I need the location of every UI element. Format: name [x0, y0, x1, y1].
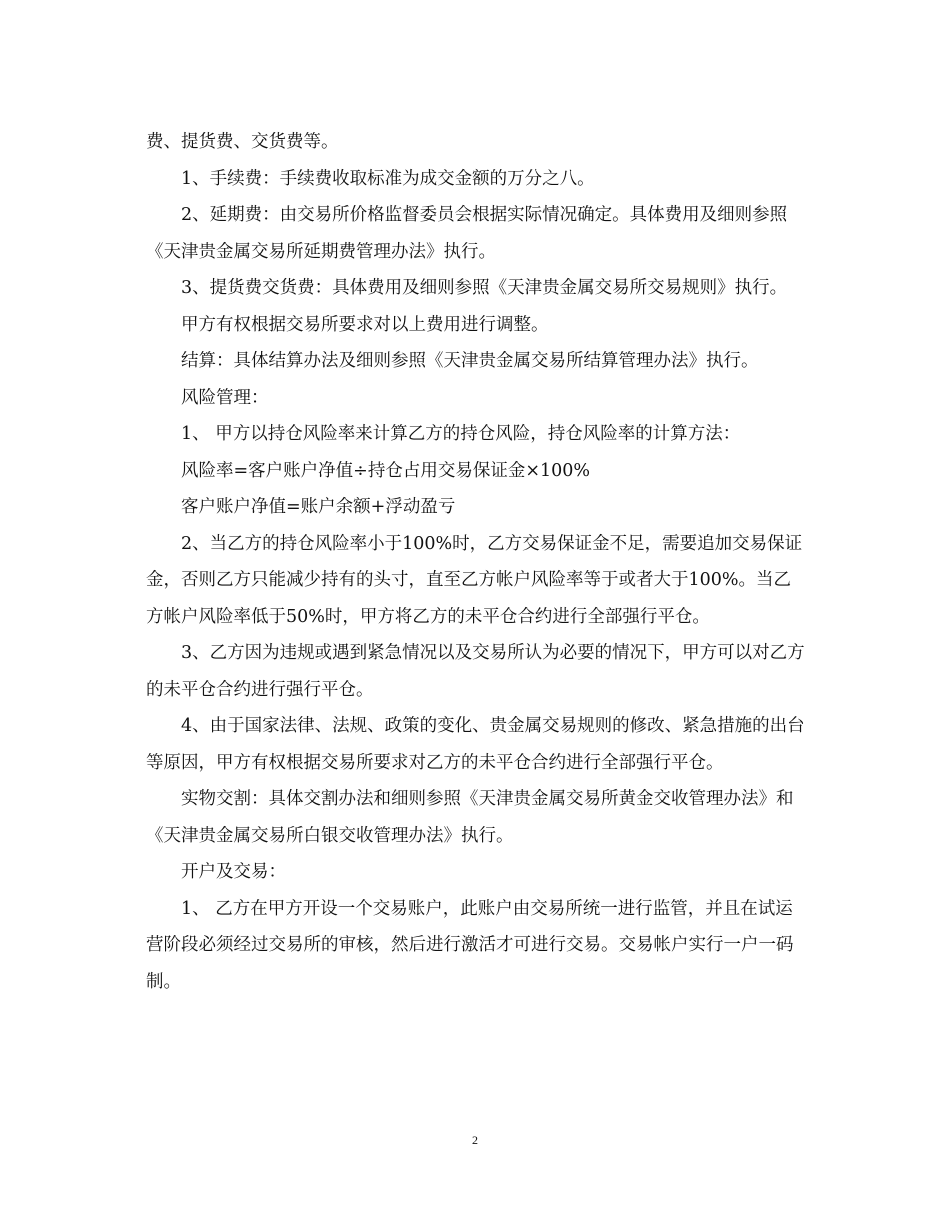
paragraph: 1、手续费：手续费收取标准为成交金额的万分之八。 — [181, 168, 595, 189]
paragraph: 实物交割：具体交割办法和细则参照《天津贵金属交易所黄金交收管理办法》和《天津贵金属交易所白银交收管理办法》执行。 — [146, 789, 794, 846]
paragraph: 2、延期费：由交易所价格监督委员会根据实际情况确定。具体费用及细则参照《天津贵金属交易所延期费管理办法》执行。 — [146, 205, 788, 262]
section-heading: 开户及交易： — [181, 862, 286, 882]
paragraph: 3、乙方因为违规或遇到紧急情况以及交易所认为必要的情况下，甲方可以对乙方的未平仓合约进行强行平仓。 — [146, 643, 805, 700]
paragraph: 1、 甲方以持仓风险率来计算乙方的持仓风险，持仓风险率的计算方法： — [181, 424, 741, 444]
page-number: 2 — [472, 1133, 478, 1147]
paragraph: 甲方有权根据交易所要求对以上费用进行调整。 — [181, 314, 549, 335]
section-heading: 风险管理： — [181, 387, 269, 408]
paragraph: 3、提货费交货费：具体费用及细则参照《天津贵金属交易所交易规则》执行。 — [181, 278, 788, 298]
document-body — [146, 124, 806, 1000]
paragraph: 费、提货费、交货费等。 — [146, 132, 339, 152]
formula-line: 客户账户净值=账户余额+浮动盈亏 — [181, 497, 456, 517]
paragraph: 4、由于国家法律、法规、政策的变化、贵金属交易规则的修改、紧急措施的出台等原因，甲方有权根据交易所要求对乙方的未平仓合约进行全部强行平仓。 — [146, 716, 805, 773]
paragraph: 结算：具体结算办法及细则参照《天津贵金属交易所结算管理办法》执行。 — [181, 351, 759, 371]
paragraph: 1、 乙方在甲方开设一个交易账户，此账户由交易所统一进行监管，并且在试运营阶段必须经过交易所的审核，然后进行激活才可进行交易。交易帐户实行一户一码制。 — [146, 898, 794, 992]
paragraph: 2、当乙方的持仓风险率小于100%时，乙方交易保证金不足，需要追加交易保证金，否则乙方只能减少持有的头寸，直至乙方帐户风险率等于或者大于100%。当乙方帐户风险率低于50%时，甲方将乙方的未平仓合约进行全部强行平仓。 — [146, 533, 803, 627]
formula-line: 风险率=客户账户净值÷持仓占用交易保证金×100% — [181, 460, 591, 481]
